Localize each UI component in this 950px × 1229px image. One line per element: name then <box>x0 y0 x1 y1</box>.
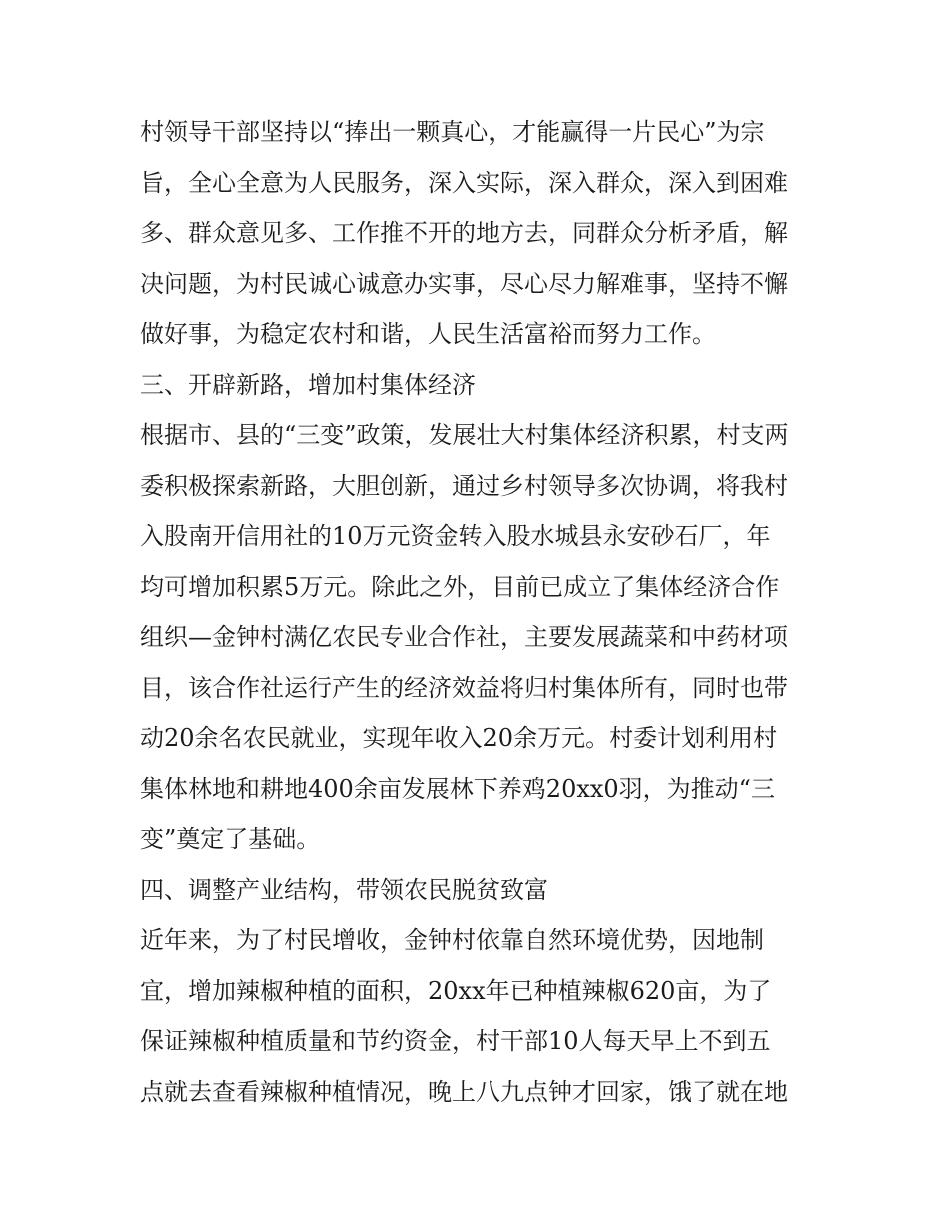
text-line-5: 做好事，为稳定农村和谐，人民生活富裕而努力工作。 <box>140 320 716 348</box>
text-line-19: 保证辣椒种植质量和节约资金，村干部10人每天早上不到五 <box>140 1027 771 1055</box>
text-line-7: 根据市、县的“三变”政策，发展壮大村集体经济积累，村支两 <box>140 421 789 449</box>
text-line-3: 多、群众意见多、工作推不开的地方去，同群众分析矛盾，解 <box>140 219 788 247</box>
text-line-8: 委积极探索新路，大胆创新，通过乡村领导多次协调，将我村 <box>140 471 788 500</box>
text-line-15: 变”奠定了基础。 <box>140 825 321 853</box>
text-line-12: 目，该合作社运行产生的经济效益将归村集体所有，同时也带 <box>140 673 788 702</box>
text-line-18: 宜，增加辣椒种植的面积，20xx年已种植辣椒620亩，为了 <box>140 976 772 1005</box>
text-line-1: 村领导干部坚持以“捧出一颗真心，才能赢得一片民心”为宗 <box>140 118 765 146</box>
text-line-13: 动20余名农民就业，实现年收入20余万元。村委计划利用村 <box>140 724 778 752</box>
document-page <box>140 107 820 1117</box>
section-heading-3: 三、开辟新路，增加村集体经济 <box>140 370 476 399</box>
text-line-2: 旨，全心全意为人民服务，深入实际，深入群众，深入到困难 <box>140 168 788 197</box>
text-line-4: 决问题，为村民诚心诚意办实事，尽心尽力解难事，坚持不懈 <box>140 269 788 298</box>
text-line-14: 集体林地和耕地400余亩发展林下养鸡20xx0羽，为推动“三 <box>140 774 775 803</box>
text-line-11: 组织—金钟村满亿农民专业合作社，主要发展蔬菜和中药材项 <box>140 623 788 651</box>
text-line-17: 近年来，为了村民增收，金钟村依靠自然环境优势，因地制 <box>140 926 764 954</box>
text-line-20: 点就去查看辣椒种植情况，晚上八九点钟才回家，饿了就在地 <box>140 1077 788 1106</box>
text-line-10: 均可增加积累5万元。除此之外，目前已成立了集体经济合作 <box>140 572 780 601</box>
section-heading-4: 四、调整产业结构，带领农民脱贫致富 <box>140 875 548 904</box>
text-line-9: 入股南开信用社的10万元资金转入股水城县永安砂石厂，年 <box>140 522 771 550</box>
